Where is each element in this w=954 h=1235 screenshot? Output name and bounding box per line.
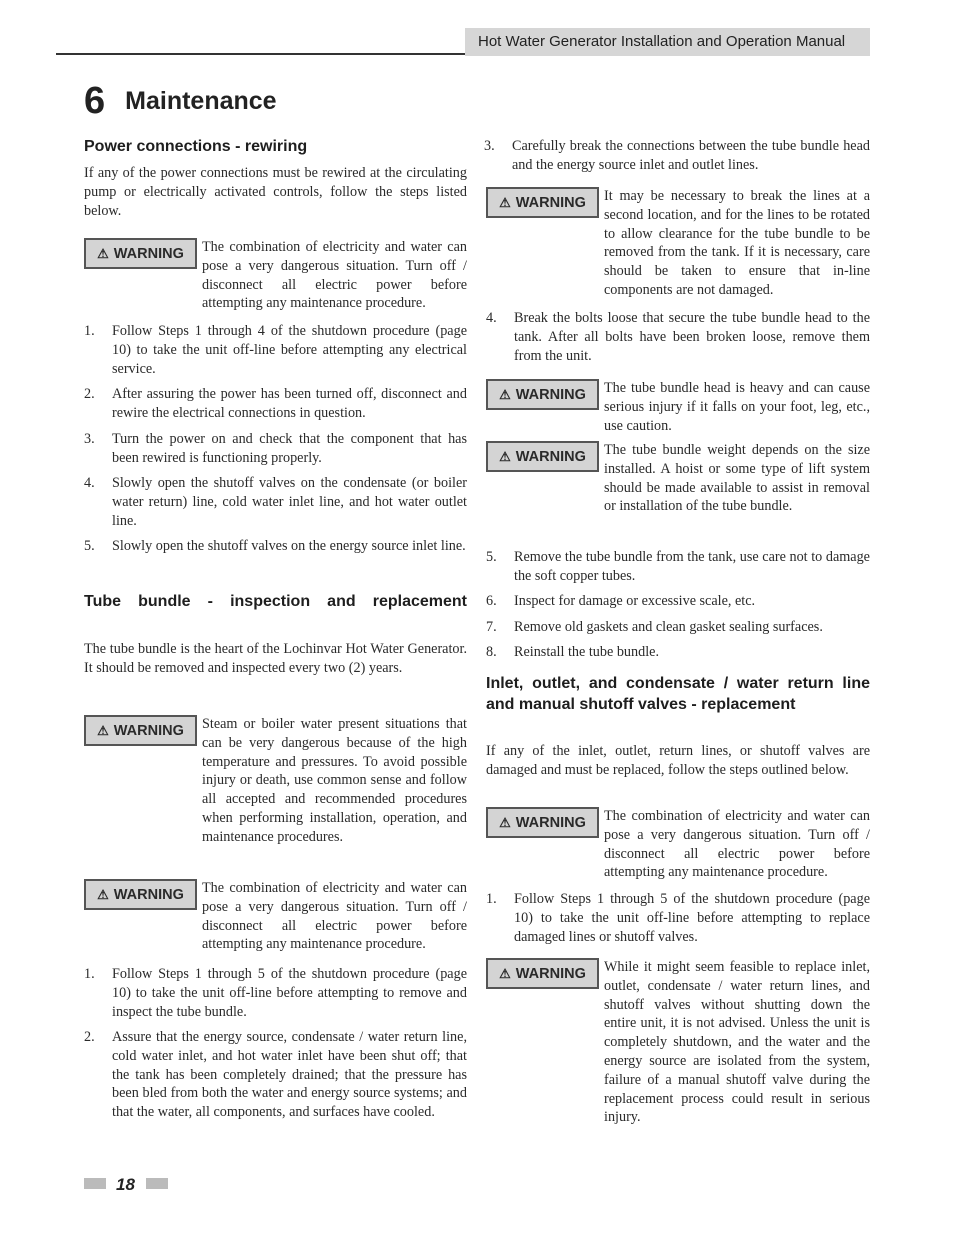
- warning-label: WARNING: [515, 194, 586, 211]
- list-item: [84, 385, 467, 423]
- step-number: 1.: [84, 966, 95, 982]
- warning-badge: [486, 958, 599, 989]
- step-text: Reinstall the tube bundle.: [514, 644, 659, 660]
- warning-badge: [84, 238, 197, 269]
- list-item: [84, 965, 467, 1021]
- footer-bar-right: [146, 1178, 168, 1189]
- step-text: Follow Steps 1 through 5 of the shutdown procedure (page 10) to take the unit off-line before attempting to replace damaged lines or shutoff valves.: [514, 891, 870, 945]
- warning-block: [84, 715, 467, 847]
- warning-text: While it might seem feasible to replace inlet, outlet, condensate / water return lines, and shutoff valves without shutting down the entire unit, it is not advised. Unless the unit is completely shutdown, and the water and the energy source are isolated from the system, failure of a manual shutoff valve during the replacement process could result in serious injury.: [604, 959, 870, 1126]
- warning-text: Steam or boiler water present situations that can be very dangerous because of the high temperature and pressures. To avoid possible injury or death, use common sense and follow all accepted and recommended procedures when performing installation, operation, and maintenance procedures.: [202, 716, 467, 845]
- warning-label: WARNING: [515, 448, 586, 465]
- step-number: 4.: [84, 475, 95, 491]
- list-item: [486, 618, 870, 637]
- step-number: 2.: [84, 386, 95, 402]
- step-number: 3.: [484, 138, 495, 154]
- list-item: [84, 322, 467, 378]
- chapter-number: 6: [84, 80, 106, 122]
- warning-block: [486, 187, 870, 300]
- chapter-heading: [84, 80, 277, 123]
- step-number: 8.: [486, 644, 497, 660]
- step-text: Slowly open the shutoff valves on the condensate (or boiler water return) line, cold water inlet line, and hot water outlet line.: [112, 475, 467, 529]
- warning-block: [486, 441, 870, 516]
- step-text: Inspect for damage or excessive scale, etc.: [514, 593, 756, 609]
- warning-triangle-icon: ⚠: [499, 814, 511, 830]
- step-text: Remove the tube bundle from the tank, use care not to damage the soft copper tubes.: [514, 549, 870, 584]
- warning-label: WARNING: [515, 386, 586, 403]
- warning-badge: [84, 715, 197, 746]
- warning-text: The tube bundle head is heavy and can cause serious injury if it falls on your foot, leg, etc., use caution.: [604, 380, 870, 434]
- step-number: 1.: [486, 891, 497, 907]
- warning-label: WARNING: [113, 886, 184, 903]
- warning-text: The combination of electricity and water can pose a very dangerous situation. Turn off / disconnect all electric power before attempting any maintenance procedure.: [202, 880, 467, 953]
- warning-text: The combination of electricity and water can pose a very dangerous situation. Turn off / disconnect all electric power before attempting any maintenance procedure.: [202, 239, 467, 312]
- warning-badge: [84, 879, 197, 910]
- list-item: [486, 548, 870, 586]
- warning-triangle-icon: ⚠: [97, 245, 109, 261]
- warning-block: [84, 879, 467, 954]
- chapter-title: Maintenance: [125, 87, 277, 115]
- warning-triangle-icon: ⚠: [499, 965, 511, 981]
- step-text: Follow Steps 1 through 5 of the shutdown procedure (page 10) to take the unit off-line before attempting to remove and inspect the tube bundle.: [112, 966, 467, 1020]
- warning-text: It may be necessary to break the lines at a second location, and for the lines to be rotated to allow clearance for the tube bundle to be removed from the tank. If it is necessary, care should be taken to ensure that in-line components are not damaged.: [604, 188, 870, 298]
- step-number: 5.: [486, 549, 497, 565]
- warning-badge: [486, 441, 599, 472]
- warning-triangle-icon: ⚠: [499, 386, 511, 402]
- step-number: 1.: [84, 323, 95, 339]
- step-text: After assuring the power has been turned off, disconnect and rewire the electrical connections in question.: [112, 386, 467, 421]
- warning-block: [84, 238, 467, 313]
- list-item: [486, 643, 870, 662]
- section-heading-power-rewiring: Power connections - rewiring: [84, 138, 308, 155]
- list-item: [84, 430, 467, 468]
- warning-text: The tube bundle weight depends on the size installed. A hoist or some type of lift system should be made available to assist in removal or installation of the tube bundle.: [604, 442, 870, 515]
- warning-triangle-icon: ⚠: [499, 194, 511, 210]
- warning-badge: [486, 187, 599, 218]
- list-item: [486, 309, 870, 365]
- footer-bar-left: [84, 1178, 106, 1189]
- warning-badge: [486, 807, 599, 838]
- step-text: Break the bolts loose that secure the tube bundle head to the tank. After all bolts have been broken loose, remove them from the unit.: [514, 310, 870, 364]
- step-number: 3.: [84, 431, 95, 447]
- section-intro: If any of the power connections must be rewired at the circulating pump or electrically activated controls, follow the steps listed below.: [84, 165, 467, 219]
- list-item: [84, 474, 467, 530]
- step-number: 2.: [84, 1029, 95, 1045]
- list-item: [486, 592, 870, 611]
- step-text: Turn the power on and check that the component that has been rewired is functioning properly.: [112, 431, 467, 466]
- list-item: [484, 137, 870, 175]
- header-rule: [56, 53, 466, 55]
- step-text: Slowly open the shutoff valves on the energy source inlet line.: [112, 538, 466, 554]
- step-number: 5.: [84, 538, 95, 554]
- warning-label: WARNING: [515, 814, 586, 831]
- section-heading-tube-bundle: Tube bundle - inspection and replacement: [84, 593, 467, 610]
- warning-label: WARNING: [113, 722, 184, 739]
- list-item: [486, 890, 870, 946]
- section-intro: The tube bundle is the heart of the Lochinvar Hot Water Generator. It should be removed and inspected every two (2) years.: [84, 641, 467, 676]
- step-number: 4.: [486, 310, 497, 326]
- list-item: [84, 537, 467, 556]
- step-number: 6.: [486, 593, 497, 609]
- step-text: Remove old gaskets and clean gasket sealing surfaces.: [514, 619, 823, 635]
- section-heading-valves-replacement: Inlet, outlet, and condensate / water return line and manual shutoff valves - replacement: [486, 675, 870, 713]
- warning-triangle-icon: ⚠: [97, 886, 109, 902]
- warning-text: The combination of electricity and water can pose a very dangerous situation. Turn off / disconnect all electric power before attempting any maintenance procedure.: [604, 808, 870, 881]
- step-text: Follow Steps 1 through 4 of the shutdown procedure (page 10) to take the unit off-line before attempting any electrical service.: [112, 323, 467, 377]
- list-item: [84, 1028, 467, 1122]
- warning-badge: [486, 379, 599, 410]
- warning-label: WARNING: [515, 965, 586, 982]
- warning-block: [486, 807, 870, 882]
- step-text: Carefully break the connections between the tube bundle head and the energy source inlet and outlet lines.: [512, 138, 870, 173]
- step-text: Assure that the energy source, condensate / water return line, cold water inlet, and hot water inlet have been shut off; that the tank has been completely drained; that the pressure has been bled from both the water and energy source systems; and that the water, all components, and surfaces have cooled.: [112, 1029, 467, 1121]
- section-intro: If any of the inlet, outlet, return lines, or shutoff valves are damaged and must be replaced, follow the steps outlined below.: [486, 743, 870, 778]
- warning-block: [486, 958, 870, 1127]
- warning-triangle-icon: ⚠: [499, 448, 511, 464]
- step-number: 7.: [486, 619, 497, 635]
- warning-triangle-icon: ⚠: [97, 722, 109, 738]
- page-number: 18: [116, 1175, 135, 1194]
- manual-title: Hot Water Generator Installation and Operation Manual: [465, 28, 870, 56]
- warning-block: [486, 379, 870, 435]
- warning-label: WARNING: [113, 245, 184, 262]
